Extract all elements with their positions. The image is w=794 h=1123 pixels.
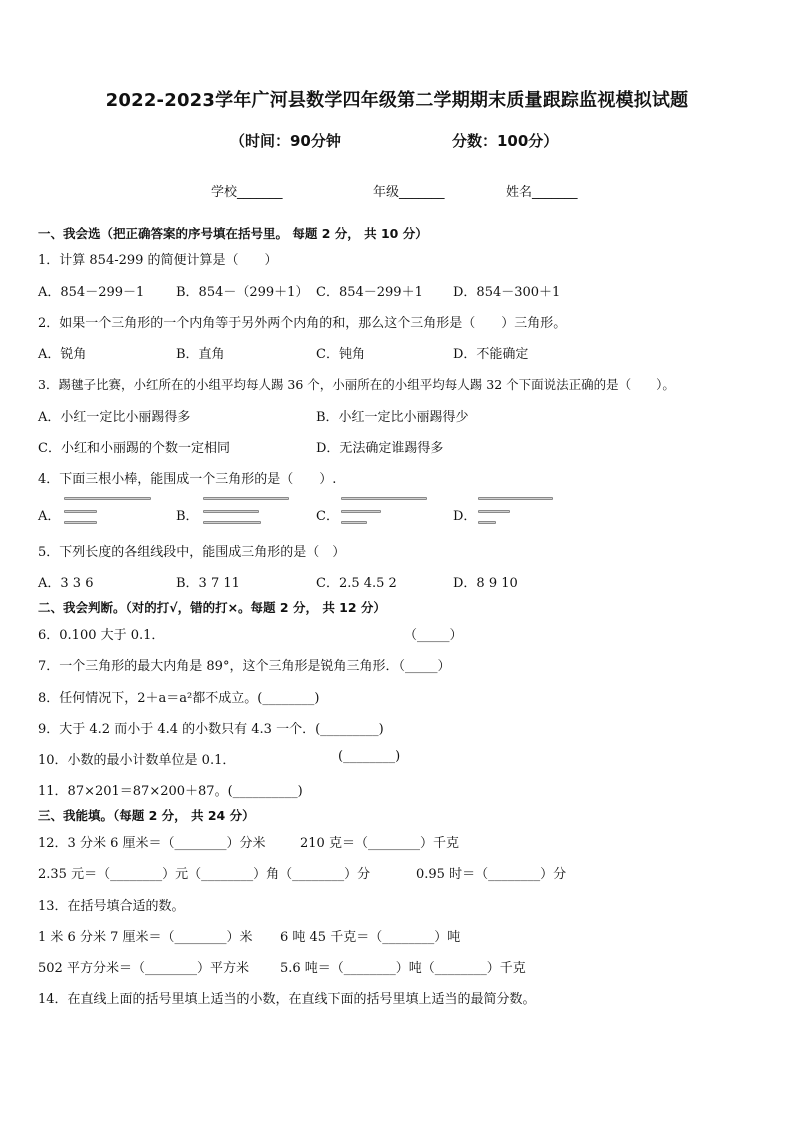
q2-option-a: A．锐角 xyxy=(38,347,87,362)
q5-option-a: A．3 3 6 xyxy=(38,576,94,591)
q4-option-b: B． xyxy=(176,509,199,524)
exam-title: 2022-2023学年广河县数学四年级第二学期期末质量跟踪监视模拟试题 xyxy=(105,90,689,111)
q1-option-a: A．854－299－1 xyxy=(38,285,145,300)
time-label: （时间：90分钟 xyxy=(230,132,341,150)
q4-c-stick-1 xyxy=(341,497,427,500)
question-6-blank: （_____） xyxy=(404,628,463,643)
q3-option-c: C．小红和小丽踢的个数一定相同 xyxy=(38,441,230,456)
question-11: 11．87×201＝87×200＋87。(__________) xyxy=(38,784,303,799)
q2-option-b: B．直角 xyxy=(176,347,225,362)
question-13: 13．在括号填合适的数。 xyxy=(38,899,185,914)
q4-option-d: D． xyxy=(453,509,477,524)
question-5: 5．下列长度的各组线段中，能围成三角形的是（ ） xyxy=(38,545,346,560)
question-13-line2-a: 502 平方分米＝（________）平方米 xyxy=(38,961,249,976)
section-2-title: 二、我会判断。（对的打√，错的打×。每题 2 分， 共 12 分） xyxy=(38,600,386,615)
q4-d-stick-1 xyxy=(478,497,553,500)
question-9: 9．大于 4.2 而小于 4.4 的小数只有 4.3 一个．(_________) xyxy=(38,722,384,737)
q4-c-stick-2 xyxy=(341,510,381,513)
q4-d-stick-3 xyxy=(478,521,496,524)
q4-b-stick-2 xyxy=(203,510,259,513)
question-12-line2-a: 2.35 元＝（________）元（________）角（________）分 xyxy=(38,867,371,882)
section-1-title: 一、我会选（把正确答案的序号填在括号里。 每题 2 分， 共 10 分） xyxy=(38,226,428,241)
q5-option-b: B．3 7 11 xyxy=(176,576,240,591)
section-3-title: 三、我能填。（每题 2 分， 共 24 分） xyxy=(38,808,255,823)
question-12-line2-b: 0.95 时＝（________）分 xyxy=(416,867,567,882)
q4-b-stick-3 xyxy=(203,521,261,524)
school-field: 学校_______ xyxy=(211,185,283,200)
question-3: 3．踢毽子比赛，小红所在的小组平均每人踢 36 个，小丽所在的小组平均每人踢 32 个下面说法正确的是（ ）。 xyxy=(38,377,675,392)
question-12-line1-b: 210 克＝（________）千克 xyxy=(300,836,459,851)
question-1: 1．计算 854-299 的简便计算是（ ） xyxy=(38,253,278,268)
question-7: 7．一个三角形的最大内角是 89°，这个三角形是锐角三角形．（_____） xyxy=(38,659,451,674)
question-6: 6．0.100 大于 0.1． xyxy=(38,628,165,643)
q4-a-stick-3 xyxy=(64,521,97,524)
q4-b-stick-1 xyxy=(203,497,289,500)
q5-option-d: D．8 9 10 xyxy=(453,576,518,591)
q1-option-b: B．854－（299＋1） xyxy=(176,285,309,300)
question-10: 10．小数的最小计数单位是 0.1． xyxy=(38,753,236,768)
question-13-line2-b: 5.6 吨＝（________）吨（________）千克 xyxy=(280,961,526,976)
q2-option-c: C．钝角 xyxy=(316,347,365,362)
question-14: 14．在直线上面的括号里填上适当的小数，在直线下面的括号里填上适当的最简分数。 xyxy=(38,992,536,1007)
question-2: 2．如果一个三角形的一个内角等于另外两个内角的和，那么这个三角形是（ ）三角形。 xyxy=(38,316,567,331)
q4-option-c: C． xyxy=(316,509,339,524)
question-13-line1-a: 1 米 6 分米 7 厘米＝（________）米 xyxy=(38,930,253,945)
q4-a-stick-1 xyxy=(64,497,151,500)
q4-d-stick-2 xyxy=(478,510,510,513)
q3-option-d: D．无法确定谁踢得多 xyxy=(316,441,444,456)
name-field: 姓名_______ xyxy=(506,185,578,200)
q4-a-stick-2 xyxy=(64,510,97,513)
q3-option-b: B．小红一定比小丽踢得少 xyxy=(316,410,469,425)
score-label: 分数：100分） xyxy=(452,132,559,150)
q4-option-a: A． xyxy=(38,509,61,524)
question-8: 8．任何情况下，2＋a＝a²都不成立。(________) xyxy=(38,691,320,706)
q4-c-stick-3 xyxy=(341,521,367,524)
grade-field: 年级_______ xyxy=(373,185,445,200)
question-4: 4．下面三根小棒，能围成一个三角形的是（ ）. xyxy=(38,472,337,487)
question-13-line1-b: 6 吨 45 千克＝（________）吨 xyxy=(280,930,461,945)
question-10-blank: (________) xyxy=(338,749,401,764)
q1-option-d: D．854－300＋1 xyxy=(453,285,561,300)
q2-option-d: D．不能确定 xyxy=(453,347,529,362)
q1-option-c: C．854－299＋1 xyxy=(316,285,423,300)
q5-option-c: C．2.5 4.5 2 xyxy=(316,576,397,591)
question-12-line1-a: 12．3 分米 6 厘米＝（________）分米 xyxy=(38,836,266,851)
q3-option-a: A．小红一定比小丽踢得多 xyxy=(38,410,191,425)
